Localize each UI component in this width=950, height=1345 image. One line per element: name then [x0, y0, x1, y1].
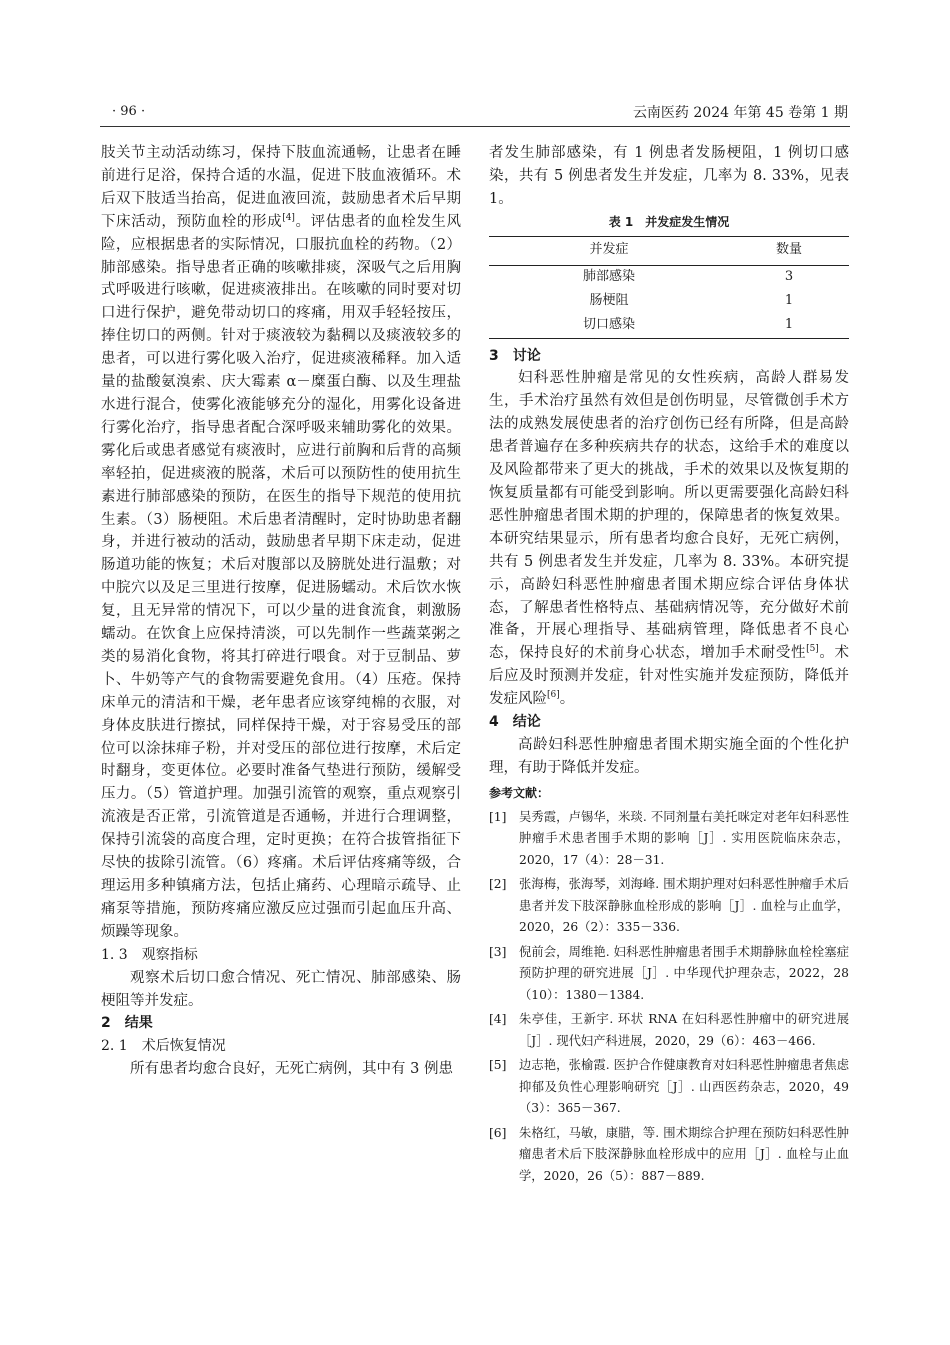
reference-text: 倪前会，周维艳. 妇科恶性肿瘤患者围手术期静脉血栓栓塞症预防护理的研究进展［J］. 中华现代护理杂志，2022，28（10）：1380－1384. [519, 944, 849, 1002]
right-column [489, 142, 849, 1190]
reference-item [489, 942, 849, 1007]
reference-number: [3] [489, 944, 507, 959]
column-header-complication: 并发症 [489, 236, 729, 265]
paragraph-discussion: 妇科恶性肿瘤是常见的女性疾病，高龄人群易发生，手术治疗虽然有效但是创伤明显，尽管微创手术方法的成熟发展使患者的治疗创伤已经有所降，但是高龄患者普遍存在多种疾病共存的状态，这给手术的难度以及风险都带来了更大的挑战，手术的效果以及恢复期的恢复质量都有可能受到影响。所以更需要强化高龄妇科恶性肿瘤患者围术期的护理的，保障患者的恢复效果。本研究结果显示，所有患者均愈合良好，无死亡病例，共有 5 例患者发生并发症，几率为 8. 33%。本研究提示，高龄妇科恶性肿瘤患者围术期应综合评估身体状态，了解患者性格特点、基础病情况等，充分做好术前准备，开展心理指导、基础病管理，降低患者不良心态，保持良好的术前身心状态，增加手术耐受性[5]。术后应及时预测并发症，针对性实施并发症预防，降低并发症风险[6]。 [489, 370, 850, 708]
citation-5[interactable]: [5] [806, 644, 819, 655]
table-cell: 1 [784, 293, 794, 309]
reference-number: [2] [489, 877, 507, 892]
paragraph-recovery: 所有患者均愈合良好，无死亡病例，其中有 3 例患 [130, 1061, 453, 1078]
table-cell: 3 [784, 269, 794, 285]
table-header-row [489, 236, 849, 265]
reference-item [489, 1009, 849, 1052]
header-rule [100, 126, 850, 127]
paragraph-observation: 观察术后切口愈合情况、死亡情况、肺部感染、肠梗阻等并发症。 [101, 969, 461, 1009]
reference-text: 朱亭佳，王新宇. 环状 RNA 在妇科恶性肿瘤中的研究进展［J］. 现代妇产科进展，2020，29（6）：463－466. [519, 1012, 849, 1048]
reference-item [489, 1055, 849, 1120]
citation-4[interactable]: [4] [282, 212, 295, 223]
heading-1-3: 1. 3 观察指标 [101, 946, 198, 963]
reference-text: 边志艳，张榆霞. 医护合作健康教育对妇科恶性肿瘤患者焦虑抑郁及负性心理影响研究［J］. 山西医药杂志，2020，49（3）：365－367. [519, 1058, 849, 1116]
left-column [101, 142, 461, 1081]
heading-conclusion: 4 结论 [489, 714, 541, 731]
reference-text: 张海梅，张海琴，刘海峰. 围术期护理对妇科恶性肿瘤手术后患者并发下肢深静脉血栓形成的影响［J］. 血栓与止血学，2020，26（2）：335－336. [519, 877, 849, 935]
table-row [489, 265, 849, 290]
reference-item [489, 1123, 849, 1188]
reference-number: [1] [489, 809, 507, 824]
reference-text: 朱格红，马敏，康腊，等. 围术期综合护理在预防妇科恶性肿瘤患者术后下肢深静脉血栓形成中的应用［J］. 血栓与止血学，2020，26（5）：887－889. [519, 1125, 849, 1183]
reference-number: [6] [489, 1125, 507, 1140]
reference-number: [4] [489, 1012, 507, 1027]
table-cell: 肠梗阻 [589, 293, 629, 309]
complication-table [489, 236, 849, 339]
reference-text: 吴秀霞，卢锡华，米琰. 不同剂量右美托咪定对老年妇科恶性肿瘤手术患者围手术期的影响［J］. 实用医院临床杂志，2020，17（4）：28－31. [519, 809, 849, 867]
paragraph-care-cont: 肢关节主动活动练习，保持下肢血流通畅，让患者在睡前进行足浴，保持合适的水温，促进下肢血液循环。术后双下肢适当抬高，促进血液回流，鼓励患者术后早期下床活动，预防血栓的形成[4]。评估患者的血栓发生风险，应根据患者的实际情况，口服抗血栓的药物。（2）肺部感染。指导患者正确的咳嗽排痰，深吸气之后用胸式呼吸进行咳嗽，促进痰液排出。在咳嗽的同时要对切口进行保护，避免带动切口的疼痛，用双手轻轻按压，捧住切口的两侧。针对于痰液较为黏稠以及痰液较多的患者，可以进行雾化吸入治疗，促进痰液稀释。加入适量的盐酸氨溴索、庆大霉素 α－糜蛋白酶、以及生理盐水进行混合，使雾化液能够充分的湿化，用雾化设备进行雾化治疗，指导患者配合深呼吸来辅助雾化的效果。雾化后或患者感觉有痰液时，应进行前胸和后背的高频率轻拍，促进痰液的脱落，术后可以预防性的使用抗生素进行肺部感染的预防，在医生的指导下规范的使用抗生素。（3）肠梗阻。术后患者清醒时，定时协助患者翻身，并进行被动的活动，鼓励患者早期下床走动，促进肠道功能的恢复；术后对腹部以及膀胱处进行温敷；对中脘穴以及足三里进行按摩，促进肠蠕动。术后饮水恢复，且无异常的情况下，可以少量的进食流食，刺激肠蠕动。在饮食上应保持清淡，可以先制作一些蔬菜粥之类的易消化食物，将其打碎进行喂食。对于豆制品、萝卜、牛奶等产气的食物需要避免食用。（4）压疮。保持床单元的清洁和干燥，老年患者应该穿纯棉的衣服，对身体皮肤进行擦拭，同样保持干燥，对于容易受压的部位可以涂抹痱子粉，并对受压的部位进行按摩，术后定时翻身，变更体位。必要时准备气垫进行预防，缓解受压力。（5）管道护理。加强引流管的观察，重点观察引流液是否正常，引流管道是否通畅，并进行合理调整，保持引流袋的高度合理，定时更换；在符合拔管指征下尽快的拔除引流管。（6）疼痛。术后评估疼痛等级，合理运用多种镇痛方法，包括止痛药、心理暗示疏导、止痛泵等措施，预防疼痛应激反应过强而引起血压升高、烦躁等现象。 [101, 145, 462, 940]
table-caption: 表 1 并发症发生情况 [608, 214, 730, 229]
paragraph-recovery-cont: 者发生肺部感染，有 1 例患者发肠梗阻，1 例切口感染，共有 5 例患者发生并发症，几率为 8. 33%，见表 1。 [489, 145, 849, 207]
heading-2-1: 2. 1 术后恢复情况 [101, 1038, 226, 1055]
table-row [489, 314, 849, 339]
table-cell: 肺部感染 [582, 269, 635, 285]
journal-title: 云南医药 2024 年第 45 卷第 1 期 [632, 105, 848, 121]
reference-item [489, 874, 849, 939]
column-header-count: 数量 [729, 236, 849, 265]
reference-item [489, 807, 849, 872]
paragraph-conclusion: 高龄妇科恶性肿瘤患者围术期实施全面的个性化护理，有助于降低并发症。 [489, 736, 849, 776]
table-row [489, 290, 849, 314]
heading-results: 2 结果 [101, 1015, 153, 1032]
references-title: 参考文献： [489, 785, 550, 800]
table-cell: 切口感染 [489, 314, 729, 339]
citation-6[interactable]: [6] [547, 690, 560, 701]
heading-discussion: 3 讨论 [489, 347, 541, 364]
page-number: · 96 · [112, 104, 146, 119]
table-cell: 1 [729, 314, 849, 339]
reference-number: [5] [489, 1058, 507, 1073]
